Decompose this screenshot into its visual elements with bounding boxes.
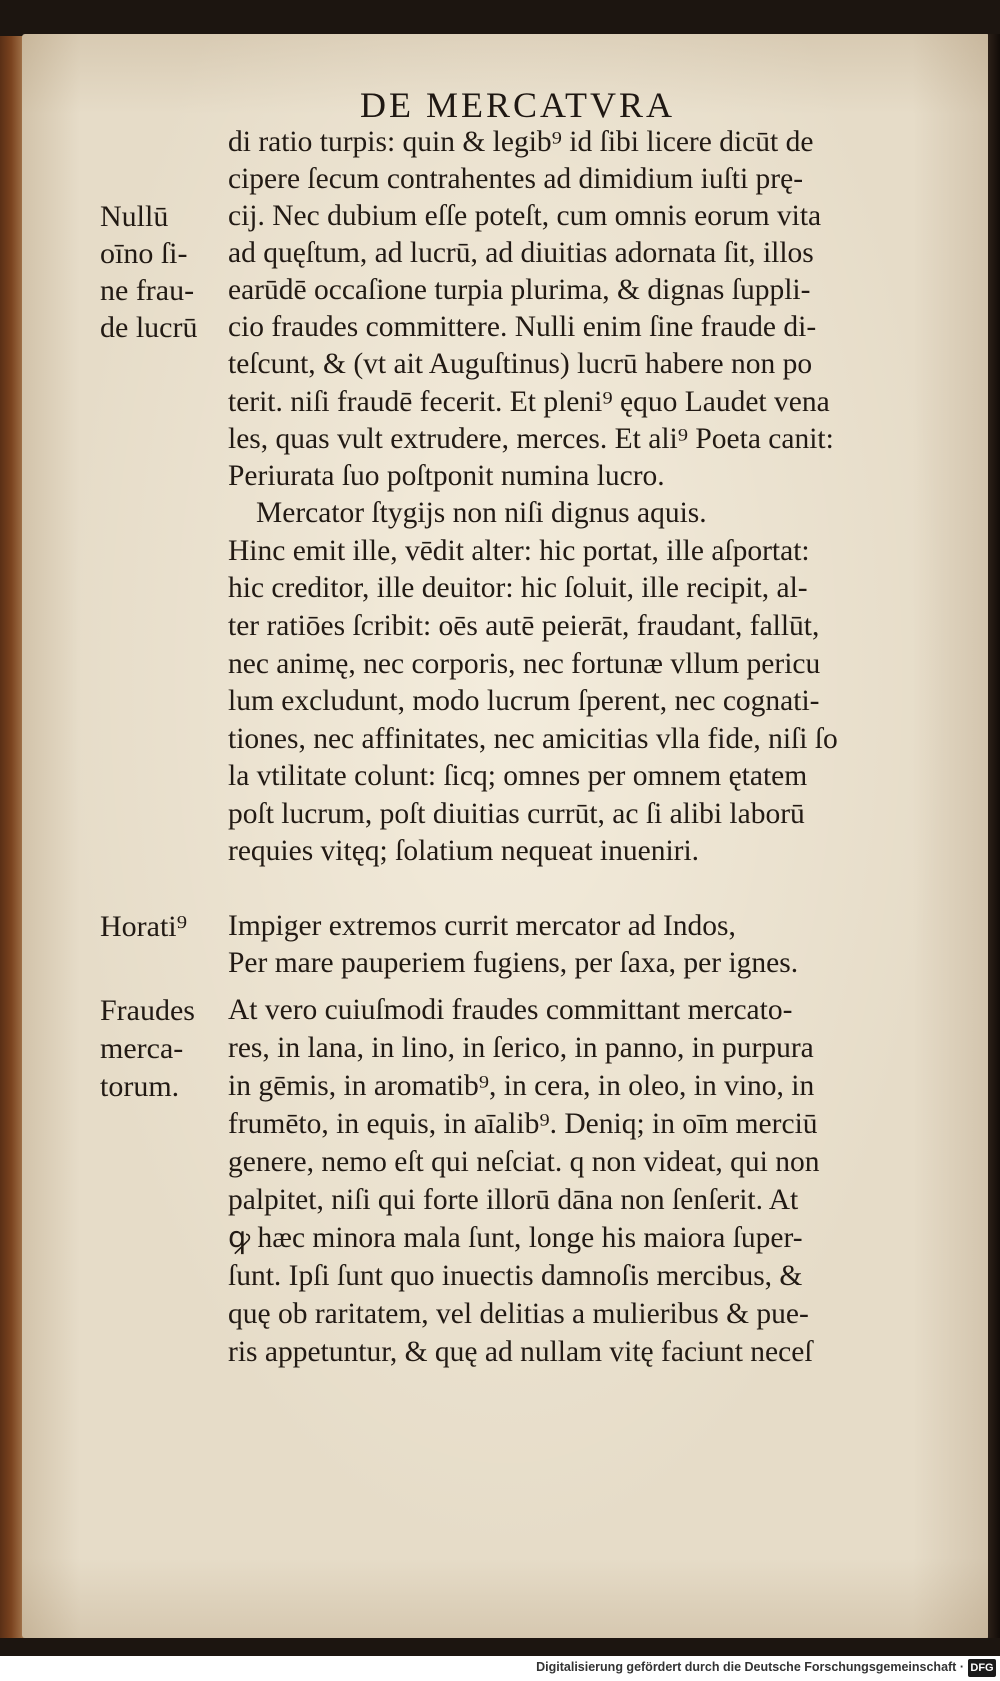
- text-line: cipere ſecum contrahentes ad dimidium iuſti prę-: [228, 163, 804, 195]
- text-line: terit. niſi fraudē fecerit. Et pleni⁹ ęquo Laudet vena: [228, 386, 830, 418]
- text-line: ris appetuntur, & quę ad nullam vitę faciunt neceſ: [228, 1336, 813, 1368]
- sidenote-line: de lucrū: [100, 311, 198, 344]
- text-line: ad quęſtum, ad lucrū, ad diuitias adornata ſit, illos: [228, 237, 814, 269]
- text-line: ſunt. Ipſi ſunt quo inuectis damnoſis mercibus, &: [228, 1260, 803, 1292]
- text-line: la vtilitate colunt: ſicq; omnes per omnem ętatem: [228, 760, 808, 792]
- text-line: nec animę, nec corporis, nec fortunæ vllum pericu: [228, 648, 821, 680]
- text-line: cio fraudes committere. Nulli enim ſine fraude di-: [228, 311, 817, 343]
- text-line: At vero cuiuſmodi fraudes committant mercato-: [228, 994, 793, 1026]
- sidenote-line: oīno ſi-: [100, 237, 188, 270]
- footer-bar: [0, 1656, 1000, 1681]
- text-line: poſt lucrum, poſt diuitias currūt, ac ſi alibi laborū: [228, 798, 805, 830]
- sidenote-line: Horati⁹: [100, 910, 188, 943]
- text-line: Per mare pauperiem fugiens, per ſaxa, per ignes.: [228, 947, 799, 979]
- text-line: ter ratiōes ſcribit: oēs autē peierāt, fraudant, fallūt,: [228, 610, 820, 642]
- text-line: ꝙ hæc minora mala ſunt, longe his maiora ſuper-: [228, 1222, 803, 1254]
- text-line: lum excludunt, modo lucrum ſperent, nec cognati-: [228, 685, 820, 717]
- text-line: di ratio turpis: quin & legib⁹ id ſibi licere dicūt de: [228, 126, 814, 158]
- text-line: hic creditor, ille deuitor: hic ſoluit, ille recipit, al-: [228, 572, 808, 604]
- text-line: Impiger extremos currit mercator ad Indos,: [228, 910, 736, 942]
- sidenote-line: Nullū: [100, 200, 169, 233]
- text-line: les, quas vult extrudere, merces. Et ali⁹ Poeta canit:: [228, 423, 834, 455]
- sidenote-line: merca-: [100, 1032, 184, 1065]
- text-line: cij. Nec dubium eſſe poteſt, cum omnis eorum vita: [228, 200, 822, 232]
- sidenote-line: Fraudes: [100, 994, 195, 1027]
- text-line: quę ob raritatem, vel delitias a mulieribus & pue-: [228, 1298, 809, 1330]
- text-line: in gēmis, in aromatib⁹, in cera, in oleo, in vino, in: [228, 1070, 815, 1102]
- text-line: Mercator ſtygijs non niſi dignus aquis.: [256, 497, 707, 529]
- sidenote-line: ne frau-: [100, 274, 195, 307]
- sidenote-line: torum.: [100, 1070, 180, 1103]
- dfg-logo: DFG: [968, 1659, 996, 1677]
- text-line: palpitet, niſi qui forte illorū dāna non ſenſerit. At: [228, 1184, 799, 1216]
- text-line: teſcunt, & (vt ait Auguſtinus) lucrū habere non po: [228, 348, 813, 380]
- text-line: Periurata ſuo poſtponit numina lucro.: [228, 460, 665, 492]
- running-head: DE MERCATVRA: [360, 85, 676, 125]
- funding-credit: Digitalisierung gefördert durch die Deutsche Forschungsgemeinschaft ·: [536, 1660, 964, 1674]
- text-line: tiones, nec affinitates, nec amicitias vlla fide, niſi ſo: [228, 723, 838, 755]
- text-line: requies vitęq; ſolatium nequeat inueniri.: [228, 835, 700, 867]
- text-line: Hinc emit ille, vēdit alter: hic portat, ille aſportat:: [228, 535, 810, 567]
- text-line: genere, nemo eſt qui neſciat. q non videat, qui non: [228, 1146, 820, 1178]
- text-line: frumēto, in equis, in aīalib⁹. Deniq; in oīm merciū: [228, 1108, 818, 1140]
- text-line: earūdē occaſione turpia plurima, & dignas ſuppli-: [228, 274, 811, 306]
- page-shadow: [988, 34, 1000, 1638]
- text-line: res, in lana, in lino, in ſerico, in panno, in purpura: [228, 1032, 814, 1064]
